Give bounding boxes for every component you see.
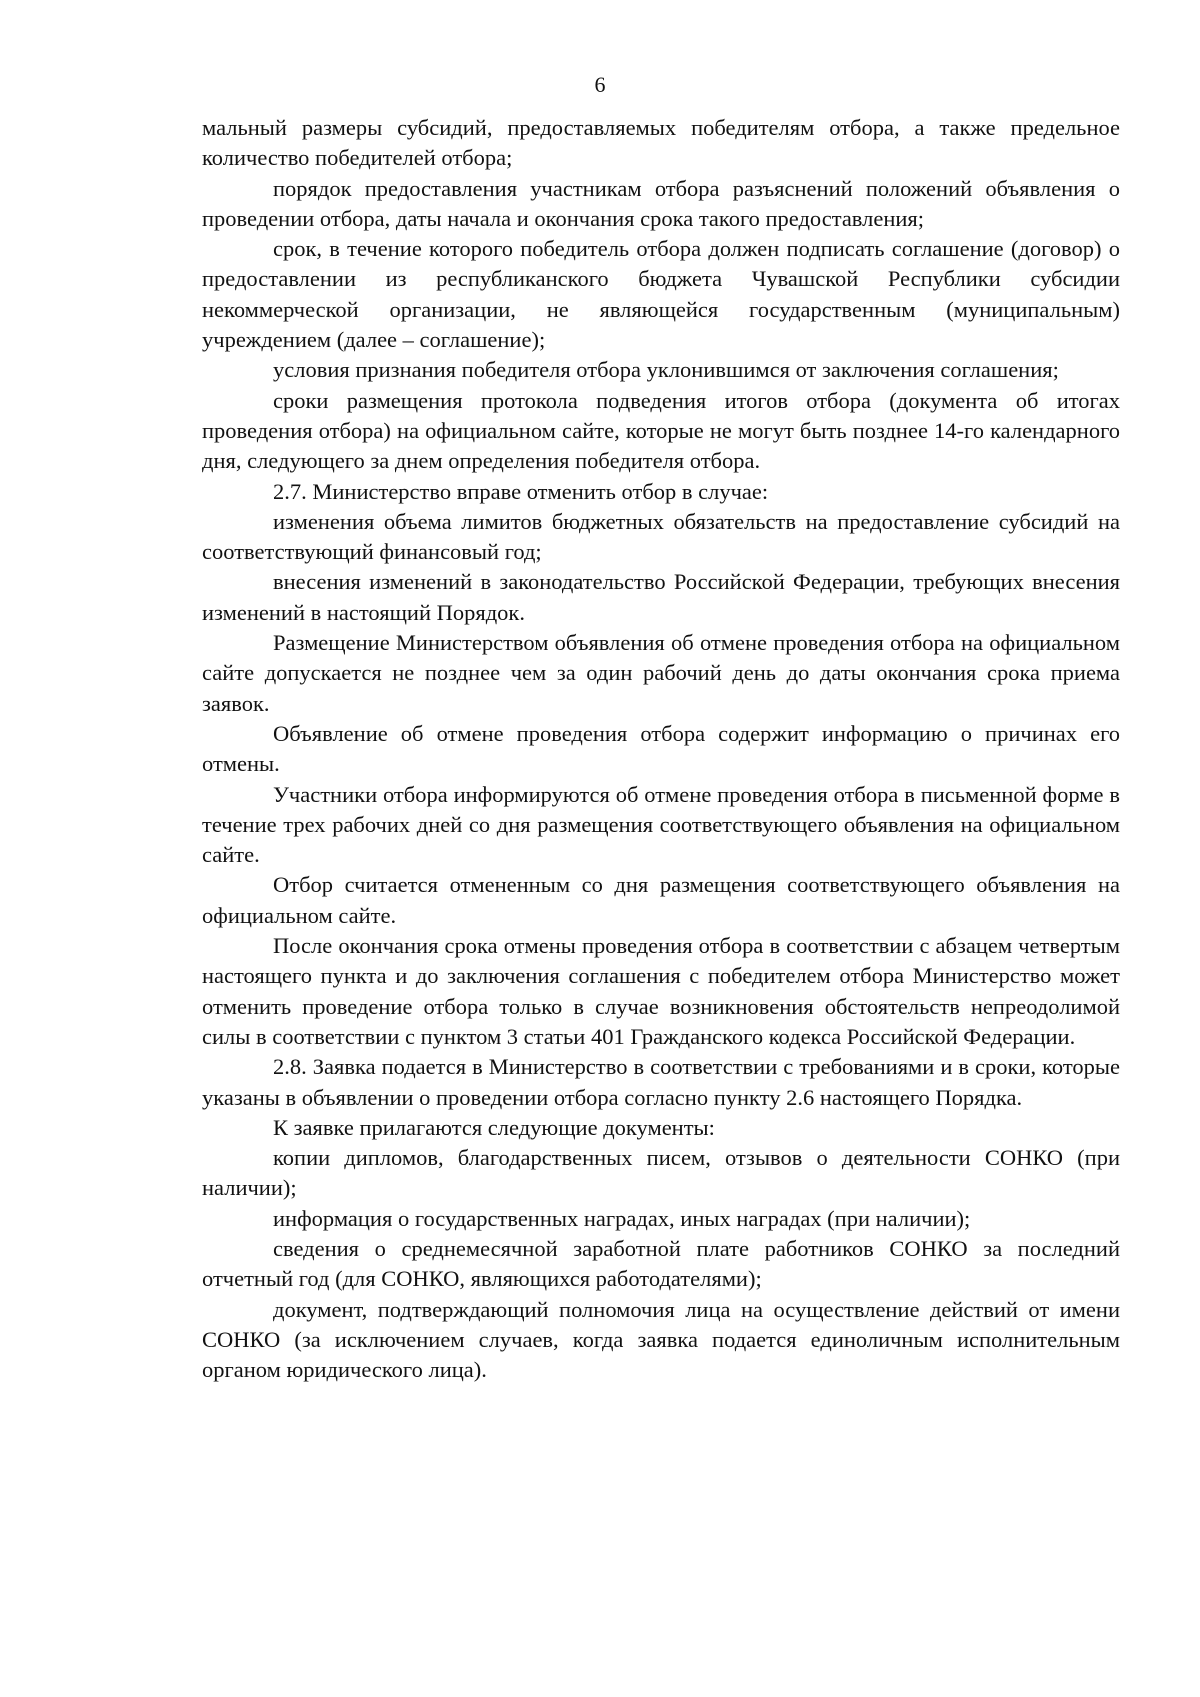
paragraph: После окончания срока отмены проведения отбора в соответствии с абзацем четвертым настоящего пункта и до заключения соглашения с победителем отбора Министерство может отменить проведение отбора только в случае возникновения обстоятельств непреодолимой силы в соответствии с пунктом 3 статьи 401 Гражданского кодекса Российской Федерации. <box>202 933 1120 1049</box>
paragraph: срок, в течение которого победитель отбора должен подписать соглашение (договор) о предоставлении из республиканского бюджета Чувашской Республики субсидии некоммерческой организации, не являющейся государственным (муниципальным) учреждением (далее – соглашение); <box>202 236 1120 353</box>
paragraph: сведения о среднемесячной заработной плате работников СОНКО за последний отчетный год (для СОНКО, являющихся работодателями); <box>202 1235 1120 1292</box>
paragraph: 2.7. Министерство вправе отменить отбор в случае: <box>273 478 769 504</box>
paragraph: Отбор считается отмененным со дня размещения соответствующего объявления на официальном сайте. <box>202 872 1120 928</box>
page-number: 6 <box>594 72 606 97</box>
paragraph: 2.8. Заявка подается в Министерство в соответствии с требованиями и в сроки, которые указаны в объявлении о проведении отбора согласно пункту 2.6 настоящего Порядка. <box>202 1054 1120 1110</box>
document-body <box>202 113 1120 1385</box>
paragraph: мальный размеры субсидий, предоставляемых победителям отбора, а также предельное количество победителей отбора; <box>202 115 1120 171</box>
paragraph: сроки размещения протокола подведения итогов отбора (документа об итогах проведения отбора) на официальном сайте, которые не могут быть позднее 14-го календарного дня, следующего за днем определения победителя отбора. <box>202 387 1120 474</box>
paragraph: Объявление об отмене проведения отбора содержит информацию о причинах его отмены. <box>202 720 1120 777</box>
paragraph: документ, подтверждающий полномочия лица на осуществление действий от имени СОНКО (за исключением случаев, когда заявка подается единоличным исполнительным органом юридического лица). <box>202 1296 1120 1383</box>
paragraph: порядок предоставления участникам отбора разъяснений положений объявления о проведении отбора, даты начала и окончания срока такого предоставления; <box>202 175 1120 231</box>
paragraph: информация о государственных наградах, иных наградах (при наличии); <box>273 1205 971 1231</box>
paragraph: копии дипломов, благодарственных писем, отзывов о деятельности СОНКО (при наличии); <box>202 1145 1120 1201</box>
paragraph: условия признания победителя отбора уклонившимся от заключения соглашения; <box>273 357 1059 383</box>
paragraph: К заявке прилагаются следующие документы: <box>273 1114 715 1140</box>
paragraph: изменения объема лимитов бюджетных обязательств на предоставление субсидий на соответствующий финансовый год; <box>202 508 1120 565</box>
paragraph: Участники отбора информируются об отмене проведения отбора в письменной форме в течение трех рабочих дней со дня размещения соответствующего объявления на официальном сайте. <box>202 781 1120 868</box>
paragraph: Размещение Министерством объявления об отмене проведения отбора на официальном сайте допускается не позднее чем за один рабочий день до даты окончания срока приема заявок. <box>202 630 1120 716</box>
paragraph: внесения изменений в законодательство Российской Федерации, требующих внесения изменений в настоящий Порядок. <box>202 569 1120 625</box>
